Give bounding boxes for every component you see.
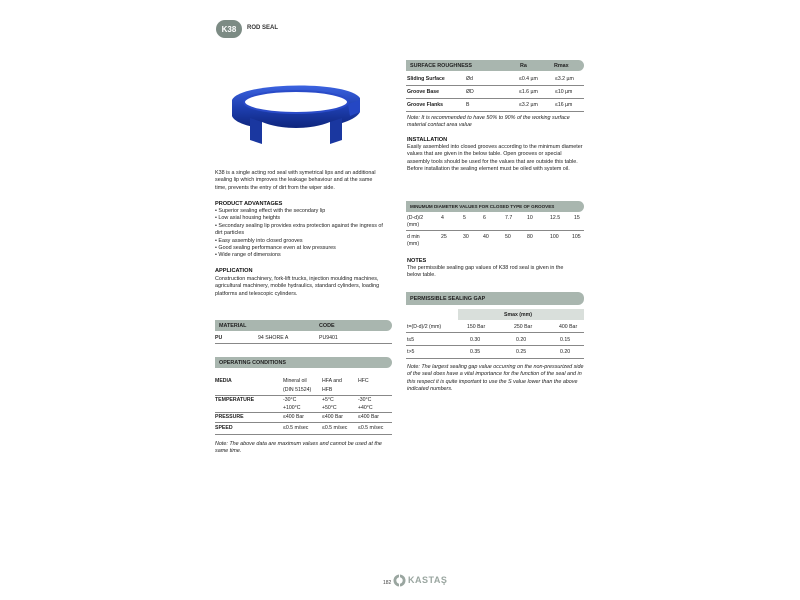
min-diameter-value: 12.5	[550, 215, 561, 221]
roughness-row-label: Groove Flanks	[407, 102, 444, 108]
media-value: HFB	[322, 387, 333, 393]
divider	[215, 395, 392, 396]
temperature-label: TEMPERATURE	[215, 397, 255, 403]
media-value: HFC	[358, 378, 369, 384]
gap-value: 0.20	[560, 349, 571, 355]
min-diameter-value: 40	[483, 234, 489, 240]
media-value: HFA and	[322, 378, 342, 384]
divider	[215, 422, 392, 423]
min-diameter-value: 5	[463, 215, 466, 221]
ra-header: Ra	[520, 62, 527, 69]
gap-column-header: 150 Bar	[467, 324, 486, 330]
intro-text: K38 is a single acting rod seal with symetrical lips and an additional sealing lip which improves the leakage behaviour and at the same time, prevents the entry of dirt from the wiper side.	[215, 170, 376, 191]
notes-text: The permissible sealing gap values of K38 rod seal is given in the below table.	[407, 265, 564, 279]
brand-name: KASTAŞ	[408, 575, 448, 585]
operating-conditions-header	[215, 357, 392, 368]
min-diameter-value: 30	[463, 234, 469, 240]
roughness-note: Note: It is recommended to have 50% to 90% of the working surface material contact area value	[407, 115, 570, 129]
min-diameter-row-label: (mm)	[407, 241, 420, 247]
sealing-gap-header	[406, 292, 584, 305]
roughness-symbol: Ød	[466, 76, 473, 82]
gap-value: 0.15	[560, 337, 571, 343]
media-value: Mineral oil	[283, 378, 307, 384]
roughness-ra: ≤3.2 µm	[519, 102, 538, 108]
code-header: CODE	[319, 322, 335, 329]
advantage-item: • Good sealing performance even at low pressures	[215, 245, 385, 252]
smax-header: Smax (mm)	[504, 312, 532, 318]
gap-row-label: t≤5	[407, 337, 415, 343]
media-label: MEDIA	[215, 378, 232, 384]
roughness-symbol: ØD	[466, 89, 474, 95]
speed-value: ≤0.5 m/sec	[283, 425, 309, 431]
divider	[215, 343, 392, 344]
min-diameter-value: 25	[441, 234, 447, 240]
gap-value: 0.25	[516, 349, 527, 355]
temperature-value: -30°C	[283, 397, 297, 403]
advantage-item: • Low axial housing heights	[215, 215, 385, 222]
gap-value: 0.35	[470, 349, 481, 355]
temperature-value: +50°C	[322, 405, 337, 411]
speed-value: ≤0.5 m/sec	[358, 425, 384, 431]
divider	[406, 345, 584, 346]
divider	[406, 358, 584, 359]
gap-value: 0.30	[470, 337, 481, 343]
application-heading: APPLICATION	[215, 268, 253, 274]
divider	[406, 230, 584, 231]
gap-column-header: 400 Bar	[559, 324, 578, 330]
min-diameter-value: 4	[441, 215, 444, 221]
material-name: PU	[215, 335, 223, 341]
min-diameter-value: 6	[483, 215, 486, 221]
temperature-value: -30°C	[358, 397, 372, 403]
min-diameter-value: 7.7	[505, 215, 513, 221]
gap-row-label: t>5	[407, 349, 415, 355]
divider	[215, 434, 392, 435]
temperature-value: +5°C	[322, 397, 334, 403]
installation-text: Easily assembled into closed grooves according to the minimum diameter values that are given in the below table. Open grooves or special assembly tools should be used for the values that are outside this table. Before installation the sealing element must be oiled with system oil.	[407, 144, 583, 173]
advantages-list	[215, 208, 385, 260]
gap-column-header: t=(D-d)/2 (mm)	[407, 324, 442, 330]
material-code: PU9401	[319, 335, 338, 341]
operating-note: Note: The above data are maximum values and cannot be used at the same time.	[215, 441, 382, 455]
application-text: Construction machinery, fork-lift trucks, injection moulding machines, agricultural machinery, mobile hydraulics, standard cylinders, loading platforms and telescopic cylinders.	[215, 276, 380, 297]
min-diameter-value: 50	[505, 234, 511, 240]
roughness-ra: ≤0.4 µm	[519, 76, 538, 82]
installation-heading: INSTALLATION	[407, 137, 448, 143]
min-diameter-value: 100	[550, 234, 559, 240]
min-diameter-value: 10	[527, 215, 533, 221]
roughness-symbol: B	[466, 102, 470, 108]
page-title: ROD SEAL	[247, 25, 279, 31]
roughness-rmax: ≤16 µm	[555, 102, 573, 108]
roughness-ra: ≤1.6 µm	[519, 89, 538, 95]
min-diameter-row-label: d min	[407, 234, 420, 240]
pressure-value: ≤400 Bar	[283, 414, 305, 420]
roughness-row-label: Groove Base	[407, 89, 440, 95]
rod-seal-image	[226, 78, 366, 148]
divider	[406, 111, 584, 112]
min-diameter-value: 105	[572, 234, 581, 240]
sealing-gap-note: Note: The largest sealing gap value occurring on the non-pressurized side of the seal does have a vital importance for the function of the seal and in this respect it is quite important to use the S value lower than the above indicated numbers.	[407, 364, 584, 393]
product-advantages-heading: PRODUCT ADVANTAGES	[215, 201, 283, 207]
advantage-item: • Easy assembly into closed grooves	[215, 238, 385, 245]
divider	[215, 412, 392, 413]
pressure-value: ≤400 Bar	[322, 414, 344, 420]
media-value: (DIN 51524)	[283, 387, 312, 393]
divider	[406, 332, 584, 333]
material-hardness: 94 SHORE A	[258, 335, 289, 341]
kastas-logo-icon	[393, 574, 406, 587]
divider	[406, 85, 584, 86]
surface-roughness-header	[406, 60, 584, 71]
roughness-row-label: Sliding Surface	[407, 76, 445, 82]
notes-heading: NOTES	[407, 258, 427, 264]
divider	[406, 98, 584, 99]
pressure-label: PRESSURE	[215, 414, 244, 420]
pressure-value: ≤400 Bar	[358, 414, 380, 420]
temperature-value: +40°C	[358, 405, 373, 411]
operating-conditions-heading: OPERATING CONDITIONS	[219, 359, 286, 366]
roughness-rmax: ≤10 µm	[555, 89, 573, 95]
advantage-item: • Secondary sealing lip provides extra protection against the ingress of dirt particles	[215, 223, 385, 238]
advantage-item: • Wide range of dimensions	[215, 252, 385, 259]
material-header: MATERIAL	[219, 322, 247, 329]
sealing-gap-heading: PERMISSIBLE SEALING GAP	[410, 295, 486, 302]
surface-roughness-heading: SURFACE ROUGHNESS	[410, 62, 472, 69]
advantage-item: • Superior sealing effect with the secondary lip	[215, 208, 385, 215]
speed-label: SPEED	[215, 425, 233, 431]
gap-value: 0.20	[516, 337, 527, 343]
speed-value: ≤0.5 m/sec	[322, 425, 348, 431]
min-diameter-row-label: (D-d)/2	[407, 215, 424, 221]
page-number: 182	[383, 580, 392, 586]
temperature-value: +100°C	[283, 405, 301, 411]
min-diameter-row-label: (mm)	[407, 222, 420, 228]
product-code-badge: K38	[216, 20, 242, 38]
min-diameter-value: 15	[574, 215, 580, 221]
gap-column-header: 250 Bar	[514, 324, 533, 330]
roughness-rmax: ≤3.2 µm	[555, 76, 574, 82]
min-diameter-header	[406, 201, 584, 212]
material-table-header	[215, 320, 392, 331]
rmax-header: Rmax	[554, 62, 569, 69]
min-diameter-heading: MINUMUM DIAMETER VALUES FOR CLOSED TYPE OF GROOVES	[410, 204, 555, 209]
min-diameter-value: 80	[527, 234, 533, 240]
